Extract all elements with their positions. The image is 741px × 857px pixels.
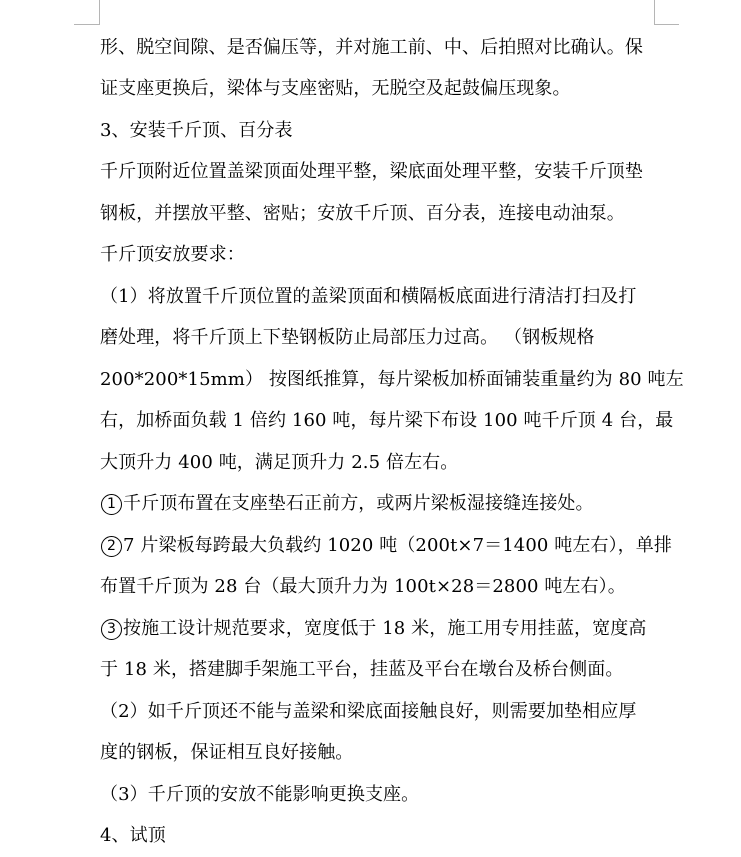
body-line: （3）千斤顶的安放不能影响更换支座。	[100, 784, 420, 805]
body-line: 形、脱空间隙、是否偏压等，并对施工前、中、后拍照对比确认。保	[100, 37, 643, 58]
body-line: 千斤顶附近位置盖梁顶面处理平整，梁底面处理平整，安装千斤顶垫	[100, 161, 643, 182]
body-line: 200*200*15mm） 按图纸推算，每片梁板加桥面铺装重量约为 80 吨左	[100, 369, 684, 390]
body-line: 于 18 米，搭建脚手架施工平台，挂蓝及平台在墩台及桥台侧面。	[100, 659, 624, 680]
numbered-line	[101, 534, 672, 558]
body-line: 布置千斤顶为 28 台（最大顶升力为 100t×28＝2800 吨左右）。	[100, 576, 626, 597]
body-line: （2）如千斤顶还不能与盖梁和梁底面接触良好，则需要加垫相应厚	[100, 701, 637, 722]
body-line: 大顶升力 400 吨，满足顶升力 2.5 倍左右。	[100, 452, 459, 473]
body-line: 钢板，并摆放平整、密贴；安放千斤顶、百分表，连接电动油泵。	[100, 203, 625, 224]
body-line: 千斤顶安放要求：	[100, 244, 245, 265]
circled-number-marker: 3	[101, 619, 122, 640]
body-line: 证支座更换后，梁体与支座密贴，无脱空及起鼓偏压现象。	[100, 78, 571, 99]
circled-number-marker: 1	[101, 494, 122, 515]
numbered-line-text: 按施工设计规范要求，宽度低于 18 米，施工用专用挂蓝，宽度高	[123, 618, 647, 639]
body-line: 磨处理，将千斤顶上下垫钢板防止局部压力过高。 （钢板规格	[100, 327, 595, 348]
section-heading: 3、安装千斤顶、百分表	[100, 120, 293, 141]
section-heading: 4、试顶	[100, 825, 166, 846]
numbered-line	[101, 617, 661, 641]
body-line: 度的钢板，保证相互良好接触。	[100, 742, 354, 763]
top-right-margin-mark	[654, 0, 679, 25]
numbered-line	[101, 492, 661, 516]
circled-number-marker: 2	[101, 536, 122, 557]
numbered-line-text: 千斤顶布置在支座垫石正前方，或两片梁板湿接缝连接处。	[123, 493, 594, 514]
body-line: 右，加桥面负载 1 倍约 160 吨，每片梁下布设 100 吨千斤顶 4 台，最	[100, 410, 674, 431]
numbered-line-text: 7 片梁板每跨最大负载约 1020 吨（200t×7＝1400 吨左右），单排	[123, 535, 672, 556]
top-left-margin-mark	[74, 0, 100, 25]
body-line: （1）将放置千斤顶位置的盖梁顶面和横隔板底面进行清洁打扫及打	[100, 286, 637, 307]
